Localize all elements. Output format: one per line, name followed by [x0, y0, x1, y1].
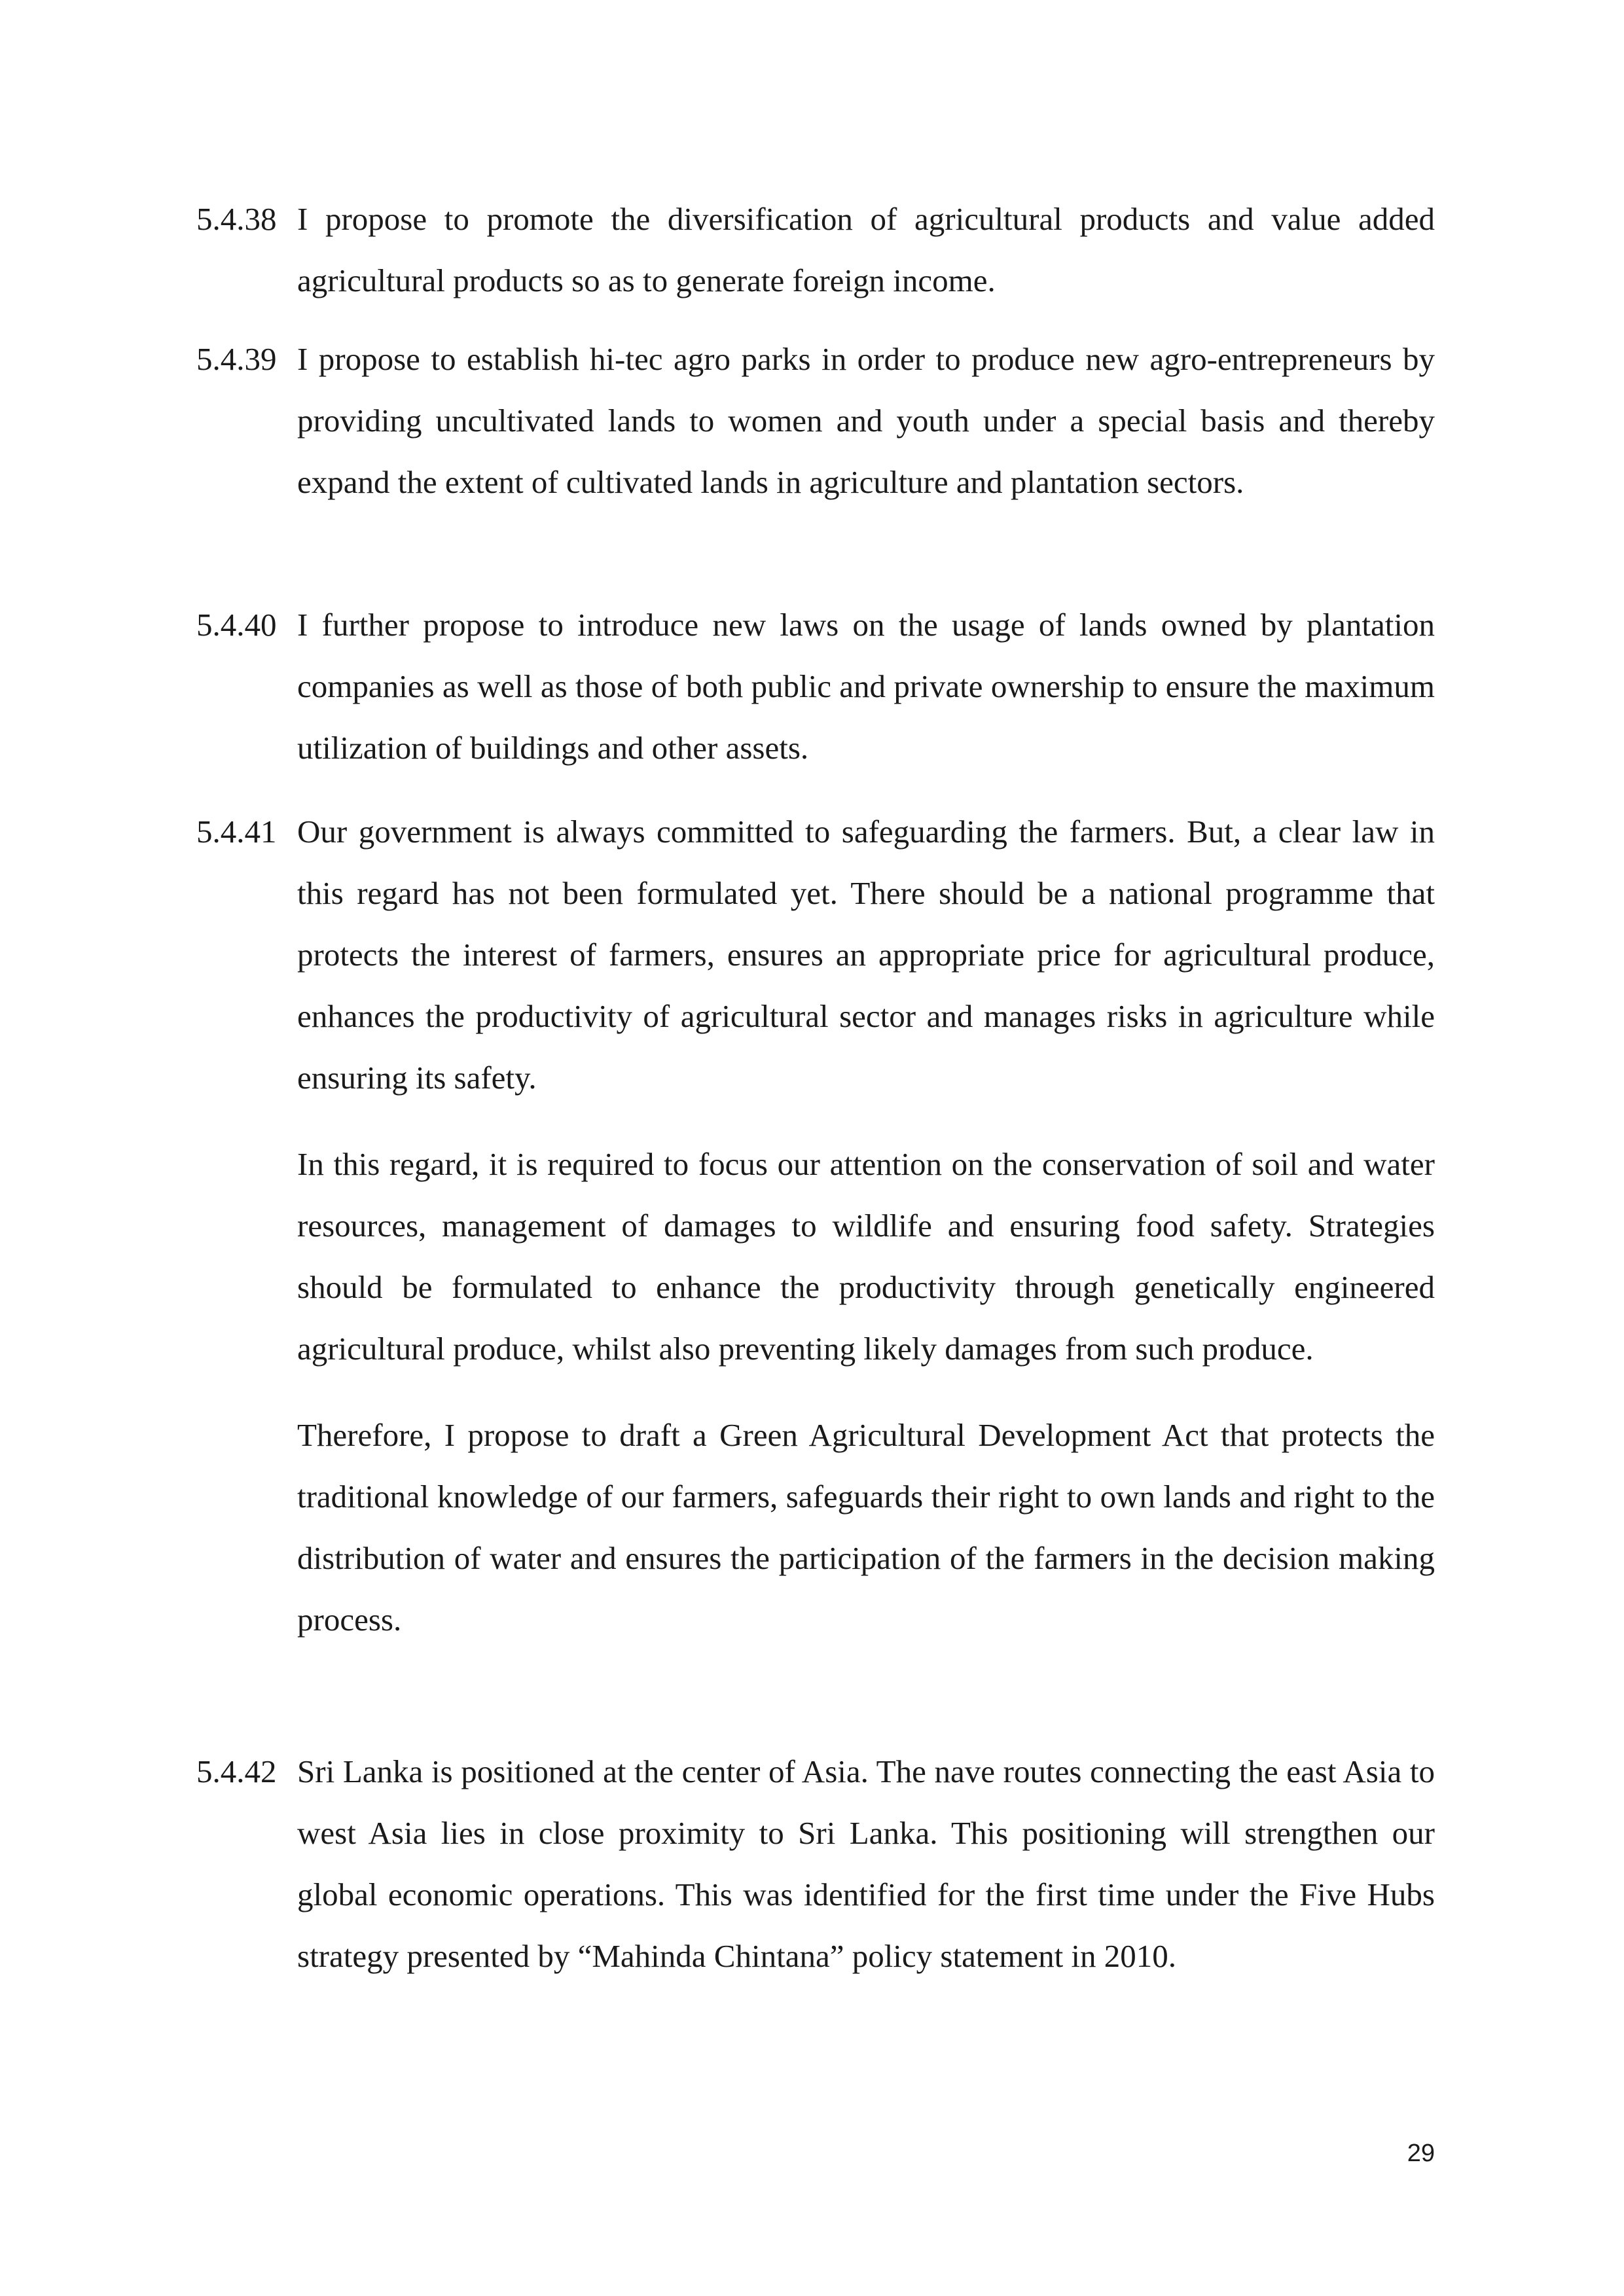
- paragraph: I propose to establish hi-tec agro parks in order to produce new agro-entrepreneurs by providing uncultivated lands to women and youth under a special basis and thereby expand the extent of cultivated lands in agriculture and plantation sectors.: [297, 341, 1435, 500]
- page-number: 29: [1407, 2140, 1435, 2167]
- paragraph: Our government is always committed to safeguarding the farmers. But, a clear law in this regard has not been formulated yet. There should be a national programme that protects the interest of farmers, ensures an appropriate price for agricultural produce, enhances the productivity of agricultural sector and manages risks in agriculture while ensuring its safety.: [297, 814, 1435, 1096]
- section-body: [297, 188, 1435, 312]
- paragraph: Sri Lanka is positioned at the center of Asia. The nave routes connecting the east Asia to west Asia lies in close proximity to Sri Lanka. This positioning will strengthen our global economic operations. This was identified for the first time under the Five Hubs strategy presented by “Mahinda Chintana” policy statement in 2010.: [297, 1753, 1435, 1974]
- section-5-4-40: [196, 594, 1435, 779]
- section-number: 5.4.38: [196, 201, 277, 237]
- section-body: [297, 801, 1435, 1651]
- section-number: 5.4.39: [196, 341, 277, 377]
- section-number: 5.4.40: [196, 607, 277, 643]
- section-body: [297, 1741, 1435, 1987]
- section-body: [297, 594, 1435, 779]
- section-number: 5.4.41: [196, 814, 277, 850]
- paragraph: In this regard, it is required to focus our attention on the conservation of soil and water resources, management of damages to wildlife and ensuring food safety. Strategies should be formulated to enhance the productivity through genetically engineered agricultural produce, whilst also preventing likely damages from such produce.: [297, 1146, 1435, 1367]
- section-5-4-39: [196, 329, 1435, 513]
- section-body: [297, 329, 1435, 513]
- paragraph: I further propose to introduce new laws on the usage of lands owned by plantation companies as well as those of both public and private ownership to ensure the maximum utilization of buildings and other assets.: [297, 607, 1435, 766]
- paragraph: Therefore, I propose to draft a Green Agricultural Development Act that protects the traditional knowledge of our farmers, safeguards their right to own lands and right to the distribution of water and ensures the participation of the farmers in the decision making process.: [297, 1417, 1435, 1638]
- paragraph: I propose to promote the diversification of agricultural products and value added agricultural products so as to generate foreign income.: [297, 201, 1435, 298]
- section-5-4-41: [196, 801, 1435, 1651]
- section-5-4-38: [196, 188, 1435, 312]
- section-number: 5.4.42: [196, 1753, 277, 1789]
- section-5-4-42: [196, 1741, 1435, 1987]
